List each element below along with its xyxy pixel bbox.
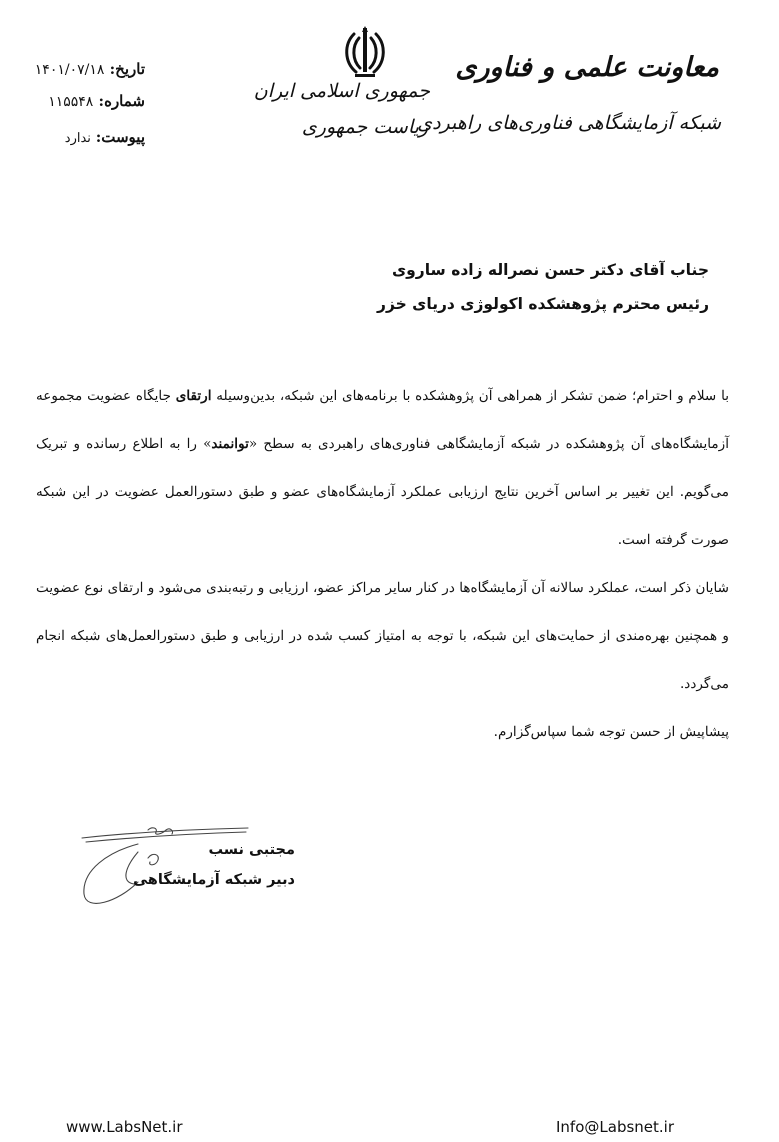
footer-email-link[interactable]: Info@Labsnet.ir	[556, 1118, 674, 1136]
body-text-segment: » را به اطلاع رسانده و تبریک می‌گویم. این تغییر بر اساس آخرین نتایج ارزیابی عملکرد آزمایشگاه‌های عضو و طبق دستورالعمل عضویت در این شبکه صورت گرفته است.	[36, 436, 729, 548]
body-text-segment: با سلام و احترام؛ ضمن تشکر از همراهی آن پژوهشکده با برنامه‌های این شبکه، بدین‌وسیله	[211, 388, 729, 404]
letter-attachment	[30, 128, 145, 146]
recipient-name: جناب آقای دکتر حسن نصراله زاده ساروی	[391, 261, 709, 279]
handwritten-signature-icon	[78, 822, 253, 914]
number-value: ۱۱۵۵۴۸	[48, 94, 94, 110]
attachment-value: ندارد	[64, 131, 91, 146]
body-paragraph-1	[36, 372, 729, 564]
iran-emblem-icon	[340, 24, 390, 80]
body-bold-upgrade: ارتقای	[175, 388, 212, 404]
presidency-name: ریاست جمهوری	[301, 116, 429, 138]
organization-subtitle: شبکه آزمایشگاهی فناوری‌های راهبردی	[417, 112, 721, 134]
date-value: ۱۴۰۱/۰۷/۱۸	[34, 62, 105, 78]
date-label: تاریخ:	[109, 60, 145, 78]
organization-title: معاونت علمی و فناوری	[455, 52, 719, 83]
recipient-position: رئیس محترم پژوهشکده اکولوژی دریای خزر	[377, 295, 709, 313]
body-paragraph-2: شایان ذکر است، عملکرد سالانه آن آزمایشگاه‌ها در کنار سایر مراکز عضو، ارزیابی و رتبه‌بندی می‌شود و ارتقای نوع عضویت و همچنین بهره‌مندی از حمایت‌های این شبکه، با توجه به امتیاز کسب شده در ارزیابی و طبق دستورالعمل‌های شبکه انجام می‌گردد.	[36, 580, 729, 692]
number-label: شماره:	[98, 92, 145, 110]
body-text-segment: جایگاه عضویت مجموعه آزمایشگاه‌های آن پژوهشکده در شبکه آزمایشگاهی فناوری‌های راهبردی به سطح «	[36, 388, 729, 452]
letter-number	[30, 92, 145, 110]
body-paragraph-3: پیشاپیش از حسن توجه شما سپاس‌گزارم.	[493, 724, 729, 740]
signatory-title: دبیر شبکه آزمایشگاهی	[133, 872, 295, 888]
attachment-label: پیوست:	[95, 128, 145, 146]
letter-date	[30, 60, 145, 78]
footer-website-link[interactable]: www.LabsNet.ir	[66, 1118, 183, 1136]
body-bold-level: توانمند	[211, 436, 249, 452]
signatory-name: مجتبی نسب	[208, 842, 295, 858]
republic-name: جمهوری اسلامی ایران	[253, 80, 430, 102]
letter-body	[36, 372, 729, 756]
